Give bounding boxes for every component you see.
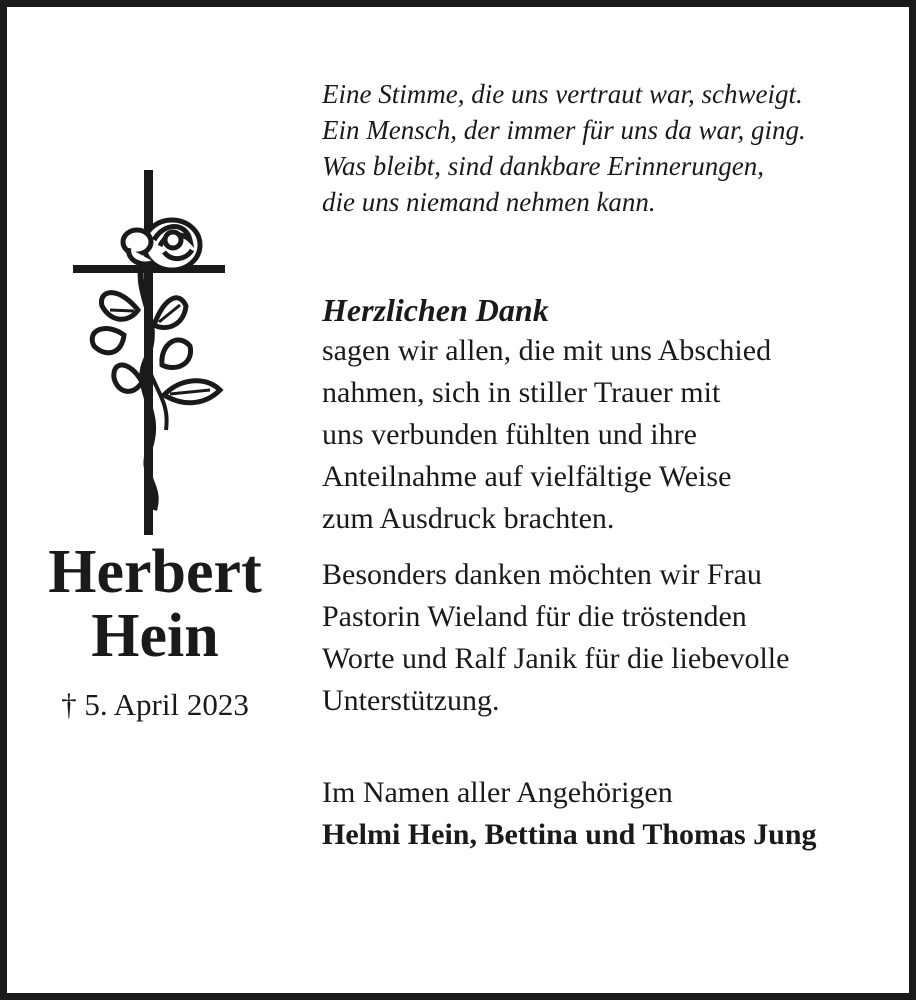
death-date: † 5. April 2023	[61, 687, 249, 722]
deceased-panel	[14, 160, 296, 724]
thanks-heading: Herzlichen Dank	[322, 292, 549, 328]
deceased-first-name: Herbert	[48, 538, 262, 606]
closing-intro: Im Namen aller Angehörigen	[322, 776, 673, 809]
thanks-paragraph-1: sagen wir allen, die mit uns Abschied nahmen, sich in stiller Trauer mit uns verbunden fühlten und ihre Anteilnahme auf vielfältige Weise zum Ausdruck brachten.	[322, 334, 772, 535]
cross-with-rose-icon	[14, 160, 296, 540]
deceased-last-name: Hein	[91, 602, 219, 670]
thanks-paragraph-2: Besonders danken möchten wir Frau Pastorin Wieland für die tröstenden Worte und Ralf Janik für die liebevolle Unterstützung.	[322, 558, 790, 717]
signers: Helmi Hein, Bettina und Thomas Jung	[322, 818, 817, 851]
memorial-poem: Eine Stimme, die uns vertraut war, schweigt. Ein Mensch, der immer für uns da war, ging. Was bleibt, sind dankbare Erinnerungen, die uns niemand nehmen kann.	[322, 79, 806, 217]
message-panel	[322, 76, 902, 856]
closing-block	[322, 772, 902, 856]
